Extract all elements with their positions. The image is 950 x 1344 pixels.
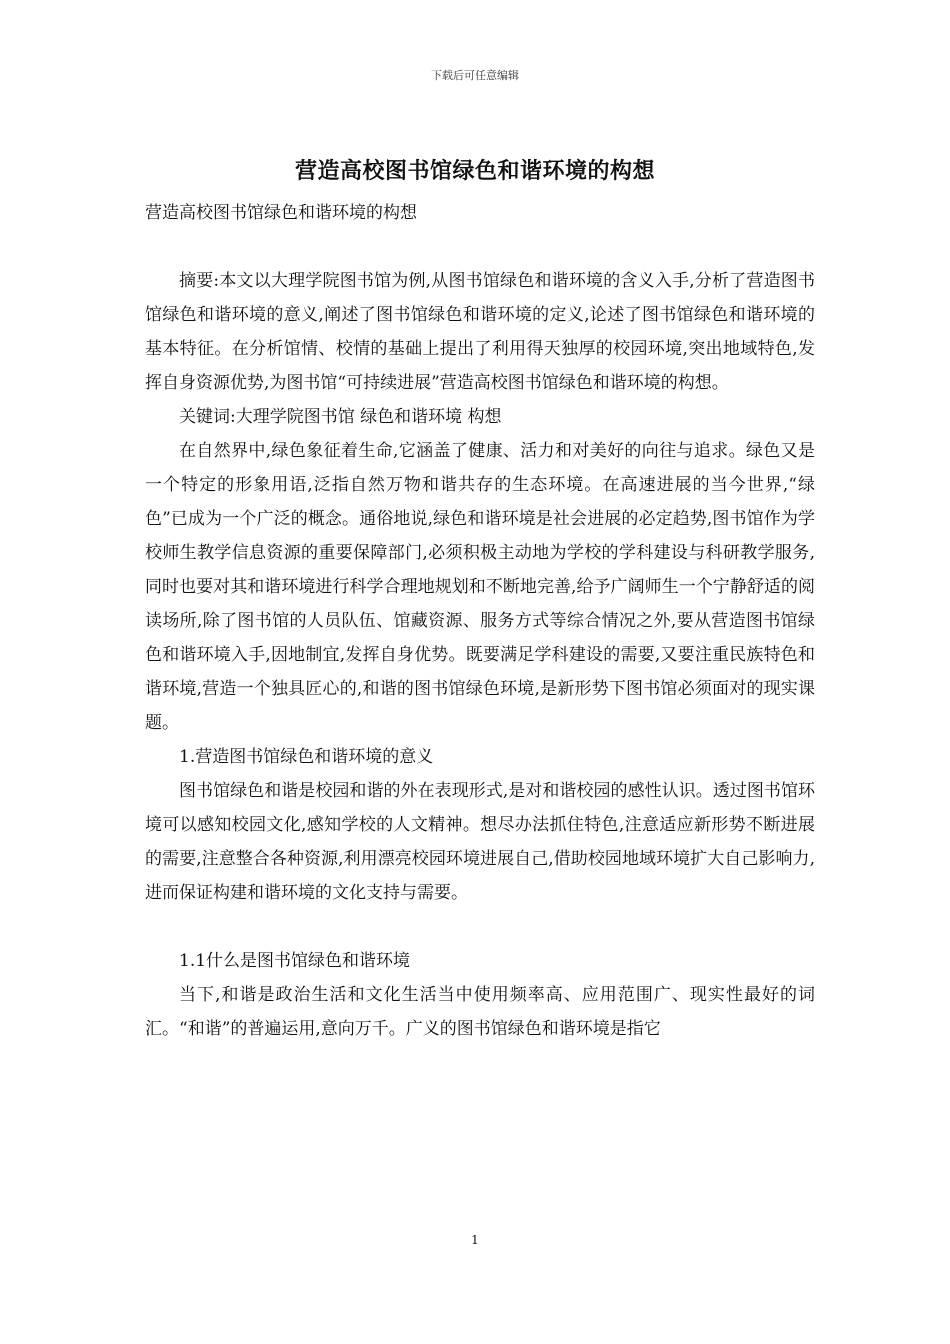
document-title: 营造高校图书馆绿色和谐环境的构想: [294, 158, 655, 184]
section-1-heading: 1.营造图书馆绿色和谐环境的意义: [179, 747, 434, 767]
spacer: [145, 230, 815, 264]
document-body: [145, 196, 815, 1046]
intro-paragraph: 在自然界中,绿色象征着生命,它涵盖了健康、活力和对美好的向往与追求。绿色又是一个特定的形象用语,泛指自然万物和谐共存的生态环境。在高速进展的当今世界,“绿色”已成为一个广泛的概念。通俗地说,绿色和谐环境是社会进展的必定趋势,图书馆作为学校师生教学信息资源的重要保障部门,必须积极主动地为学校的学科建设与科研教学服务,同时也要对其和谐环境进行科学合理地规划和不断地完善,给予广阔师生一个宁静舒适的阅读场所,除了图书馆的人员队伍、馆藏资源、服务方式等综合情况之外,要从营造图书馆绿色和谐环境入手,因地制宜,发挥自身优势。既要满足学科建设的需要,又要注重民族特色和谐环境,营造一个独具匠心的,和谐的图书馆绿色环境,是新形势下图书馆必须面对的现实课题。: [145, 441, 815, 733]
header-note: 下载后可任意编辑: [431, 69, 519, 82]
spacer: [145, 910, 815, 944]
abstract-paragraph: 摘要:本文以大理学院图书馆为例,从图书馆绿色和谐环境的含义入手,分析了营造图书馆绿色和谐环境的意义,阐述了图书馆绿色和谐环境的定义,论述了图书馆绿色和谐环境的基本特征。在分析馆情、校情的基础上提出了利用得天独厚的校园环境,突出地域特色,发挥自身资源优势,为图书馆“可持续进展”营造高校图书馆绿色和谐环境的构想。: [145, 271, 815, 393]
page-number: 1: [471, 1233, 479, 1247]
section-1-paragraph: 图书馆绿色和谐是校园和谐的外在表现形式,是对和谐校园的感性认识。透过图书馆环境可以感知校园文化,感知学校的人文精神。想尽办法抓住特色,注意适应新形势不断进展的需要,注意整合各种资源,利用漂亮校园环境进展自己,借助校园地域环境扩大自己影响力,进而保证构建和谐环境的文化支持与需要。: [145, 781, 815, 903]
section-1-1-paragraph: 当下,和谐是政治生活和文化生活当中使用频率高、应用范围广、现实性最好的词汇。“和谐”的普遍运用,意向万千。广义的图书馆绿色和谐环境是指它: [145, 985, 815, 1039]
section-1-1-heading: 1.1什么是图书馆绿色和谐环境: [179, 951, 411, 971]
subtitle: 营造高校图书馆绿色和谐环境的构想: [145, 203, 417, 223]
keywords-line: 关键词:大理学院图书馆 绿色和谐环境 构想: [179, 407, 502, 427]
